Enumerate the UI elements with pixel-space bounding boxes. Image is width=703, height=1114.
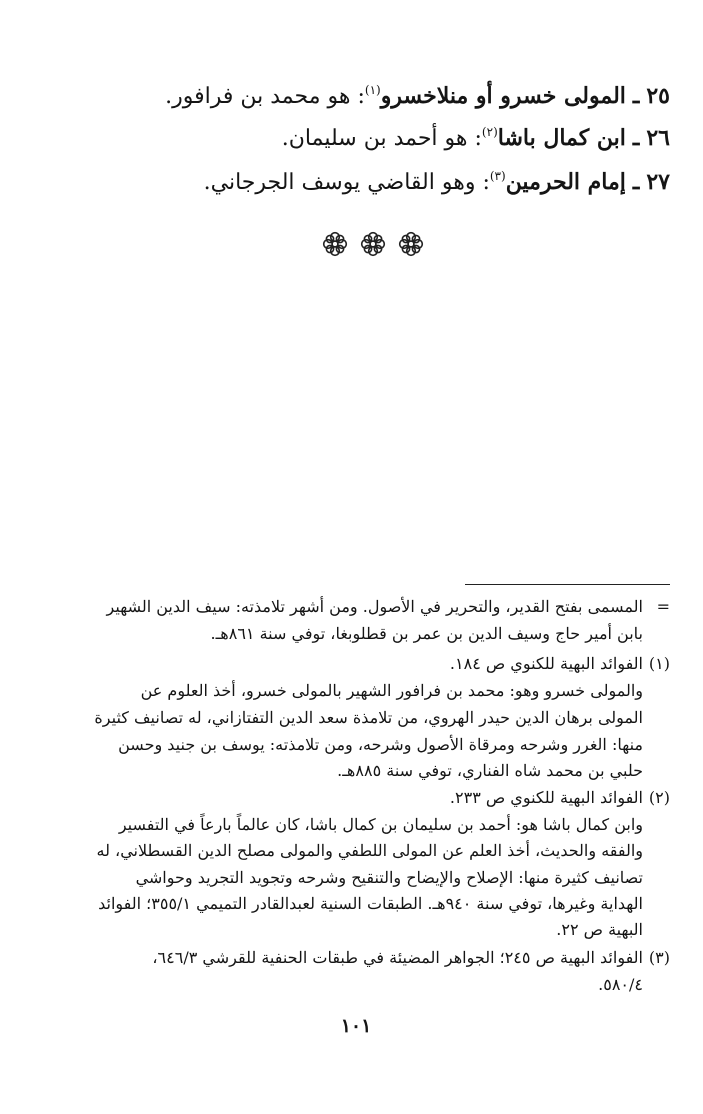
entry-text: : وهو القاضي يوسف الجرجاني. — [203, 170, 490, 195]
footnote-divider — [465, 584, 670, 585]
footnote-line: حلبي بن محمد شاه الفناري، توفي سنة ٨٨٥هـ. — [337, 761, 643, 780]
footnote-line: الفوائد البهية ص ٢٤٥؛ الجواهر المضيئة في طبقات الحنفية للقرشي ٦٤٦/٣، — [152, 948, 643, 967]
footnote-line: المولى برهان الدين حيدر الهروي، من تلامذة سعد الدين التفتازاني، له تصانيف كثيرة — [94, 708, 643, 727]
footnote-ref: (١) — [364, 83, 381, 97]
entry-26 — [282, 126, 670, 150]
entry-number: ٢٦ — [646, 125, 670, 151]
footnote-continuation-mark: = — [656, 597, 670, 616]
footnote-line: ٥٨٠/٤. — [598, 975, 643, 994]
footnote-ref: (٣) — [489, 169, 506, 183]
entry-text: : هو أحمد بن سليمان. — [281, 126, 482, 151]
footnote-ref: (٢) — [481, 125, 498, 139]
page-number: ١٠١ — [340, 1015, 372, 1037]
footnote-line: الهداية وغيرها، توفي سنة ٩٤٠هـ. الطبقات السنية لعبدالقادر التميمي ٣٥٥/١؛ الفوائد — [98, 894, 643, 913]
entry-25 — [165, 84, 670, 108]
flower-ornament-icon — [360, 231, 386, 257]
entry-dash: ـ — [632, 169, 640, 195]
entry-number: ٢٧ — [646, 169, 670, 195]
flower-ornament-icon — [398, 231, 424, 257]
entry-dash: ـ — [632, 83, 640, 109]
footnote-line: منها: الغرر وشرحه ومرقاة الأصول وشرحه، ومن تلامذته: يوسف بن جنيد وحسن — [118, 735, 643, 754]
footnote-mark-1: (١) — [648, 654, 670, 673]
footnote-mark-2: (٢) — [648, 788, 670, 807]
entry-dash: ـ — [632, 125, 640, 151]
entry-text: : هو محمد بن فرافور. — [165, 84, 365, 109]
footnote-line: الفوائد البهية للكنوي ص ٢٣٣. — [449, 788, 643, 807]
section-ornament — [322, 231, 424, 257]
footnote-line: بابن أمير حاج وسيف الدين بن عمر بن قطلوبغا، توفي سنة ٨٦١هـ. — [210, 624, 643, 643]
entry-27 — [204, 170, 670, 194]
footnote-line: البهية ص ٢٢. — [556, 920, 643, 939]
footnote-line: المسمى بفتح القدير، والتحرير في الأصول. ومن أشهر تلامذته: سيف الدين الشهير — [106, 597, 643, 616]
footnote-line: والفقه والحديث، أخذ العلم عن المولى اللطفي والمولى مصلح الدين القسطلاني، له — [96, 841, 643, 860]
footnote-mark-3: (٣) — [648, 948, 670, 967]
footnote-line: تصانيف كثيرة منها: الإصلاح والإيضاح والتنقيح وشرحه وتجويد التجريد وحواشي — [135, 868, 643, 887]
footnote-line: والمولى خسرو وهو: محمد بن فرافور الشهير بالمولى خسرو، أخذ العلوم عن — [140, 681, 643, 700]
entry-number: ٢٥ — [646, 83, 670, 109]
footnote-line: الفوائد البهية للكنوي ص ١٨٤. — [449, 654, 643, 673]
flower-ornament-icon — [322, 231, 348, 257]
entry-name: إمام الحرمين — [505, 169, 626, 195]
entry-name: المولى خسرو أو منلاخسرو — [380, 83, 626, 109]
footnote-line: وابن كمال باشا هو: أحمد بن سليمان بن كمال باشا، كان عالماً بارعاً في التفسير — [118, 815, 643, 834]
entry-name: ابن كمال باشا — [497, 125, 626, 151]
